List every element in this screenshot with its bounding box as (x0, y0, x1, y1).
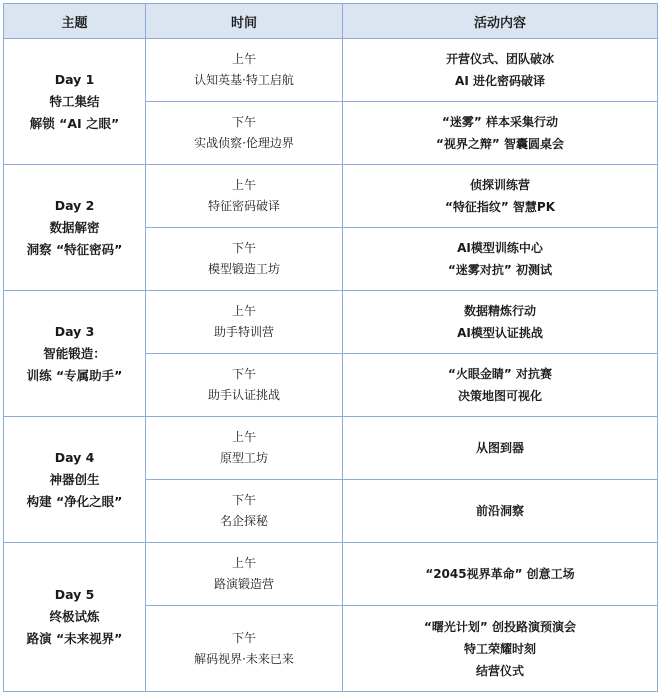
day-label: Day 2 (54, 197, 95, 213)
day-theme-cell (4, 39, 146, 165)
session-period: 下午 (231, 241, 256, 255)
session-period: 上午 (231, 52, 256, 66)
time-cell (146, 417, 343, 480)
activities-cell (343, 291, 658, 354)
activity-item: “2045视界革命” 创意工场 (425, 567, 575, 581)
activity-item: AI模型训练中心 (457, 241, 543, 255)
session-title: 路演锻造营 (213, 577, 274, 591)
day-theme-cell (4, 417, 146, 543)
session-title: 助手特训营 (213, 325, 274, 339)
session-period: 下午 (231, 367, 256, 381)
activities-cell (343, 480, 658, 543)
time-cell (146, 354, 343, 417)
time-cell (146, 606, 343, 692)
session-period: 上午 (231, 304, 256, 318)
activity-item: 从图到器 (475, 441, 524, 455)
time-cell (146, 291, 343, 354)
session-title: 名企探秘 (219, 514, 268, 528)
time-cell (146, 165, 343, 228)
time-cell (146, 543, 343, 606)
table-row (4, 165, 658, 228)
day-theme-subtitle: 解锁 “AI 之眼” (29, 115, 120, 131)
session-period: 下午 (231, 630, 256, 645)
table-row (4, 39, 658, 102)
activity-item: 数据精炼行动 (463, 304, 536, 318)
day-theme-title: 智能锻造： (43, 345, 106, 361)
activity-item: “视界之辩” 智囊圆桌会 (436, 137, 564, 151)
session-title: 实战侦察·伦理边界 (194, 136, 294, 150)
session-period: 下午 (231, 493, 256, 507)
activities-cell (343, 417, 658, 480)
day-theme-subtitle: 构建 “净化之眼” (26, 493, 123, 509)
header-activities: 活动内容 (343, 4, 658, 39)
activity-item: 侦探训练营 (469, 178, 530, 192)
day-theme-cell (4, 291, 146, 417)
header-theme: 主题 (4, 4, 146, 39)
schedule-table (3, 3, 658, 692)
session-period: 上午 (231, 430, 256, 444)
activities-cell (343, 543, 658, 606)
activity-item: “迷雾对抗” 初测试 (448, 263, 552, 277)
activities-cell (343, 606, 658, 692)
day-theme-cell (4, 165, 146, 291)
day-label: Day 5 (54, 587, 95, 602)
day-theme-title: 数据解密 (49, 219, 100, 235)
activities-cell (343, 102, 658, 165)
day-label: Day 3 (54, 323, 95, 339)
session-title: 模型锻造工坊 (207, 262, 280, 276)
activity-item: 前沿洞察 (475, 504, 524, 518)
header-time: 时间 (146, 4, 343, 39)
day-theme-title: 特工集结 (49, 93, 100, 109)
session-title: 助手认证挑战 (207, 388, 280, 402)
day-theme-subtitle: 训练 “专属助手” (26, 367, 123, 383)
activity-item: 决策地图可视化 (457, 389, 542, 403)
day-theme-title: 神器创生 (49, 471, 100, 487)
session-title: 认知英基·特工启航 (194, 73, 294, 87)
table-row (4, 543, 658, 606)
day-label: Day 1 (54, 71, 95, 87)
day-label: Day 4 (54, 449, 95, 465)
activity-item: 结营仪式 (475, 663, 524, 678)
day-theme-title: 终极试炼 (49, 609, 100, 624)
session-period: 上午 (231, 178, 256, 192)
time-cell (146, 480, 343, 543)
activity-item: AI 进化密码破译 (455, 74, 545, 88)
activity-item: 特工荣耀时刻 (463, 641, 536, 656)
session-title: 解码视界·未来已来 (194, 651, 294, 666)
activities-cell (343, 165, 658, 228)
day-theme-subtitle: 洞察 “特征密码” (26, 241, 123, 257)
table-row (4, 291, 658, 354)
session-period: 下午 (231, 115, 256, 129)
activities-cell (343, 228, 658, 291)
activity-item: “迷雾” 样本采集行动 (442, 115, 558, 129)
activity-item: “曙光计划” 创投路演预演会 (424, 619, 576, 634)
session-title: 特征密码破译 (207, 199, 280, 213)
day-theme-subtitle: 路演 “未来视界” (26, 631, 123, 646)
table-row (4, 417, 658, 480)
activity-item: “特征指纹” 智慧PK (444, 200, 556, 214)
activity-item: AI模型认证挑战 (457, 326, 543, 340)
session-period: 上午 (231, 556, 256, 570)
activity-item: 开营仪式、团队破冰 (445, 52, 554, 66)
day-theme-cell (4, 543, 146, 692)
time-cell (146, 39, 343, 102)
activities-cell (343, 354, 658, 417)
activity-item: “火眼金睛” 对抗赛 (448, 367, 552, 381)
time-cell (146, 228, 343, 291)
session-title: 原型工坊 (219, 451, 268, 465)
header-row (4, 4, 658, 39)
time-cell (146, 102, 343, 165)
activities-cell (343, 39, 658, 102)
